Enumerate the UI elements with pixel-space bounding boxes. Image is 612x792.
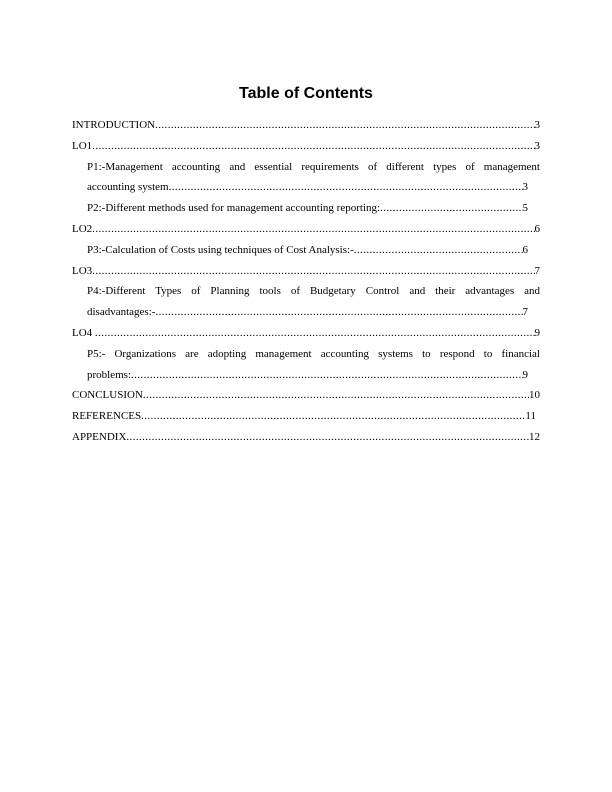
- toc-entry-title: INTRODUCTION: [72, 119, 156, 131]
- dot-leader: [169, 177, 523, 198]
- dot-leader: [95, 323, 535, 344]
- page-title: Table of Contents: [239, 85, 373, 102]
- toc-entry-references[interactable]: [72, 406, 540, 427]
- toc-entry-title: REFERENCES: [72, 410, 142, 423]
- toc-entry-conclusion[interactable]: [72, 385, 540, 406]
- toc-entry-title: CONCLUSION: [72, 389, 143, 402]
- dot-leader: [131, 365, 523, 386]
- toc-entry-title: accounting system: [87, 181, 169, 194]
- toc-entry-title-line: P1:-Management accounting and essential requirements of different types of management: [87, 160, 540, 173]
- toc-page-number: 3: [534, 139, 540, 152]
- toc-entry-p1[interactable]: [72, 157, 540, 199]
- toc-entry-title: P2:-Different methods used for management accounting reporting:: [87, 202, 381, 215]
- dot-leader: [92, 261, 534, 282]
- toc-entry-title-line: P5:- Organizations are adopting management accounting systems to respond to financial: [87, 347, 540, 360]
- toc-page-number: 9: [534, 326, 540, 339]
- toc-entry-title: APPENDIX: [72, 430, 127, 443]
- dot-leader: [143, 385, 529, 406]
- toc-page-number: 6: [534, 222, 540, 235]
- toc-page-number: 7: [522, 306, 528, 319]
- dot-leader: [126, 427, 529, 448]
- toc-page-number: 10: [529, 389, 540, 402]
- toc-entry-title-line: P4:-Different Types of Planning tools of Budgetary Control and their advantages and: [87, 285, 540, 298]
- toc-page-number: 9: [522, 368, 528, 381]
- toc-entry-p4[interactable]: [72, 281, 540, 323]
- dot-leader: [380, 198, 522, 219]
- toc-page-number: 6: [522, 243, 528, 256]
- dot-leader: [155, 115, 534, 136]
- toc-entry-lo3[interactable]: [72, 261, 540, 282]
- dot-leader: [92, 136, 534, 157]
- toc-page-number: 7: [534, 264, 540, 277]
- toc-entry-title: LO4: [72, 326, 95, 339]
- toc-entry-lo1[interactable]: [72, 136, 540, 157]
- toc-page-number: 5: [522, 202, 528, 215]
- toc-entry-lo4[interactable]: [72, 323, 540, 344]
- toc-entry-title: P3:-Calculation of Costs using techniques of Cost Analysis:-: [87, 243, 354, 256]
- dot-leader: [354, 240, 523, 261]
- toc-entry-p5[interactable]: [72, 344, 540, 386]
- toc-entry-title: LO3: [72, 264, 93, 277]
- table-of-contents: [72, 115, 540, 448]
- dot-leader: [141, 406, 525, 427]
- toc-entry-title: LO1: [72, 139, 93, 152]
- toc-entry-appendix[interactable]: [72, 427, 540, 448]
- dot-leader: [92, 219, 534, 240]
- toc-entry-title: problems:: [87, 368, 131, 381]
- toc-page-number: 12: [529, 430, 540, 443]
- toc-entry-lo2[interactable]: [72, 219, 540, 240]
- toc-entry-p3[interactable]: [72, 240, 540, 261]
- toc-entry-introduction[interactable]: [72, 115, 540, 136]
- dot-leader: [155, 302, 522, 323]
- toc-page-number: 11: [525, 410, 536, 423]
- toc-page-number: 3: [522, 181, 528, 194]
- toc-entry-p2[interactable]: [72, 198, 540, 219]
- toc-entry-title: disadvantages:-: [87, 306, 156, 319]
- toc-entry-title: LO2: [72, 222, 93, 235]
- toc-page-number: 3: [534, 119, 540, 131]
